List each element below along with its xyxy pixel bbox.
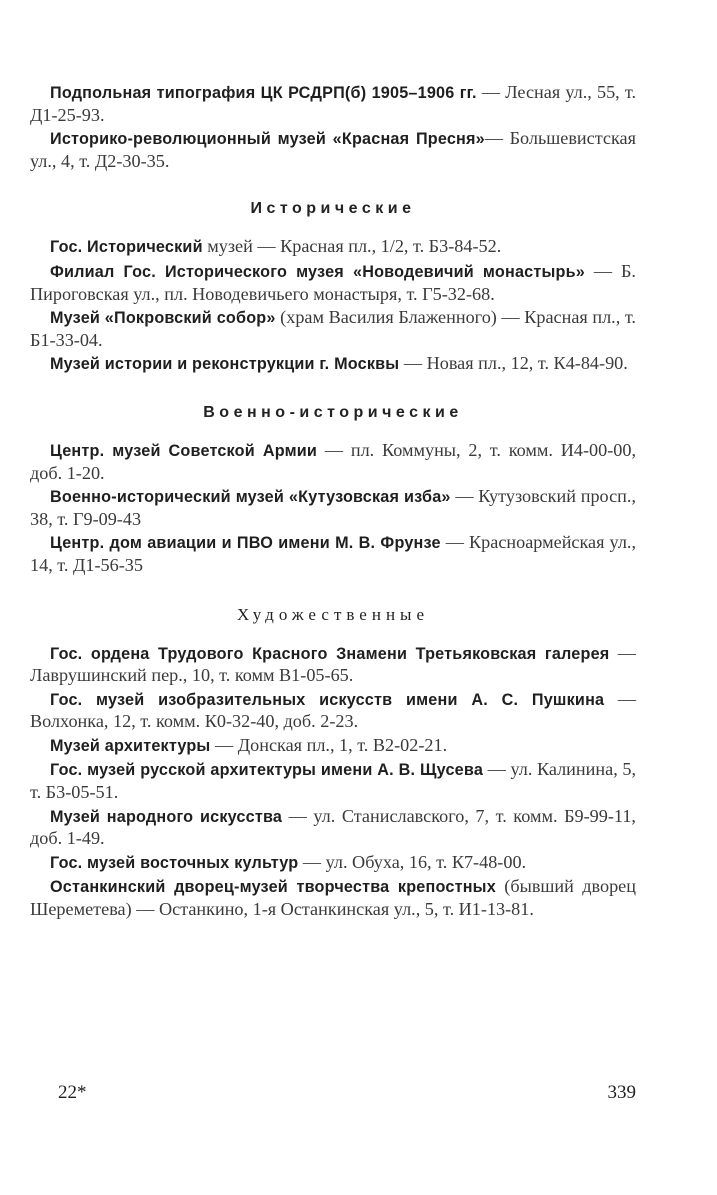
list-item — [30, 307, 636, 351]
section-military — [30, 440, 636, 577]
entry-details: — Волхонка, 12, т. комм. К0-32-40, доб. 2-23. — [30, 688, 637, 732]
entry-name: Центр. дом авиации и ПВО имени М. В. Фрунзе — [50, 534, 441, 553]
list-item — [30, 806, 636, 850]
entry-details: — пл. Коммуны, 2, т. комм. И4-00-00, доб. 1-20. — [30, 439, 636, 483]
entry-details: — Лаврушинский пер., 10, т. комм В1-05-65. — [30, 642, 636, 686]
entry-details: — ул. Станиславского, 7, т. комм. Б9-99-11, доб. 1-49. — [30, 805, 636, 849]
entry-name: Военно-исторический музей «Кутузовская изба» — [50, 488, 451, 507]
section-heading-historical: Исторические — [250, 200, 416, 218]
list-item — [30, 128, 636, 172]
section-historical — [30, 236, 636, 376]
entry-name: Музей истории и реконструкции г. Москвы — [50, 355, 400, 374]
list-item — [30, 643, 636, 687]
page-content — [30, 82, 636, 921]
list-item — [30, 261, 636, 305]
entry-name: Подпольная типография ЦК РСДРП(б) 1905–1906 гг. — [50, 84, 477, 102]
list-item — [30, 236, 636, 259]
entry-name: Филиал Гос. Исторического музея «Новодевичий монастырь» — [50, 262, 585, 281]
list-item — [30, 689, 636, 733]
entry-name: Гос. ордена Трудового Красного Знамени Третьяковская галерея — [50, 644, 610, 663]
entry-details: — ул. Обуха, 16, т. К7-48-00. — [298, 851, 527, 872]
entry-details: музей — Красная пл., 1/2, т. Б3-84-52. — [202, 236, 502, 257]
page-number: 339 — [607, 1082, 636, 1103]
list-item — [30, 532, 636, 576]
list-item — [30, 353, 636, 376]
entry-name: Музей народного искусства — [50, 807, 283, 826]
entry-name: Гос. Исторический — [50, 238, 203, 257]
signature-mark: 22* — [58, 1082, 87, 1103]
list-item — [30, 440, 636, 484]
entry-details: — Донская пл., 1, т. В2-02-21. — [210, 734, 448, 755]
entry-details: — Лесная ул., 55, т. Д1-25-93. — [30, 82, 636, 125]
list-item — [30, 82, 636, 126]
entry-name: Гос. музей изобразительных искусств имени А. С. Пушкина — [50, 690, 605, 709]
entry-details: (храм Василия Блаженного) — Красная пл., т. Б1-33-04. — [30, 307, 636, 350]
entry-details: — Красноармейская ул., 14, т. Д1-56-35 — [30, 532, 637, 575]
entry-name: Центр. музей Советской Армии — [50, 441, 318, 460]
entry-name: Гос. музей восточных культур — [50, 853, 299, 872]
entry-name: Гос. музей русской архитектуры имени А. В. Щусева — [50, 761, 484, 780]
entry-details: (бывший дворец Шереметева) — Останкино, 1-я Останкинская ул., 5, т. И1-13-81. — [30, 876, 636, 920]
entry-details: — ул. Калинина, 5, т. Б3-05-51. — [30, 759, 636, 803]
list-item — [30, 876, 636, 920]
list-item — [30, 735, 636, 758]
section-heading-art: Художественные — [236, 604, 430, 624]
entry-name: Историко-революционный музей «Красная Пресня» — [50, 130, 485, 149]
page-footer — [58, 1082, 636, 1104]
entry-details: — Новая пл., 12, т. К4-84-90. — [399, 353, 628, 374]
list-item — [30, 852, 636, 875]
entry-name: Музей «Покровский собор» — [50, 309, 276, 328]
entry-details: — Большевистская ул., 4, т. Д2-30-35. — [30, 128, 636, 171]
section-heading-military: Военно-исторические — [203, 403, 463, 421]
entry-name: Музей архитектуры — [50, 736, 211, 755]
entry-details: — Кутузовский просп., 38, т. Г9-09-43 — [30, 486, 636, 529]
entry-name: Останкинский дворец-музей творчества крепостных — [50, 878, 496, 897]
list-item — [30, 486, 636, 530]
section-art — [30, 643, 636, 921]
entry-details: — Б. Пироговская ул., пл. Новодевичьего монастыря, т. Г5-32-68. — [30, 260, 636, 304]
intro-block — [30, 82, 636, 172]
list-item — [30, 759, 636, 803]
